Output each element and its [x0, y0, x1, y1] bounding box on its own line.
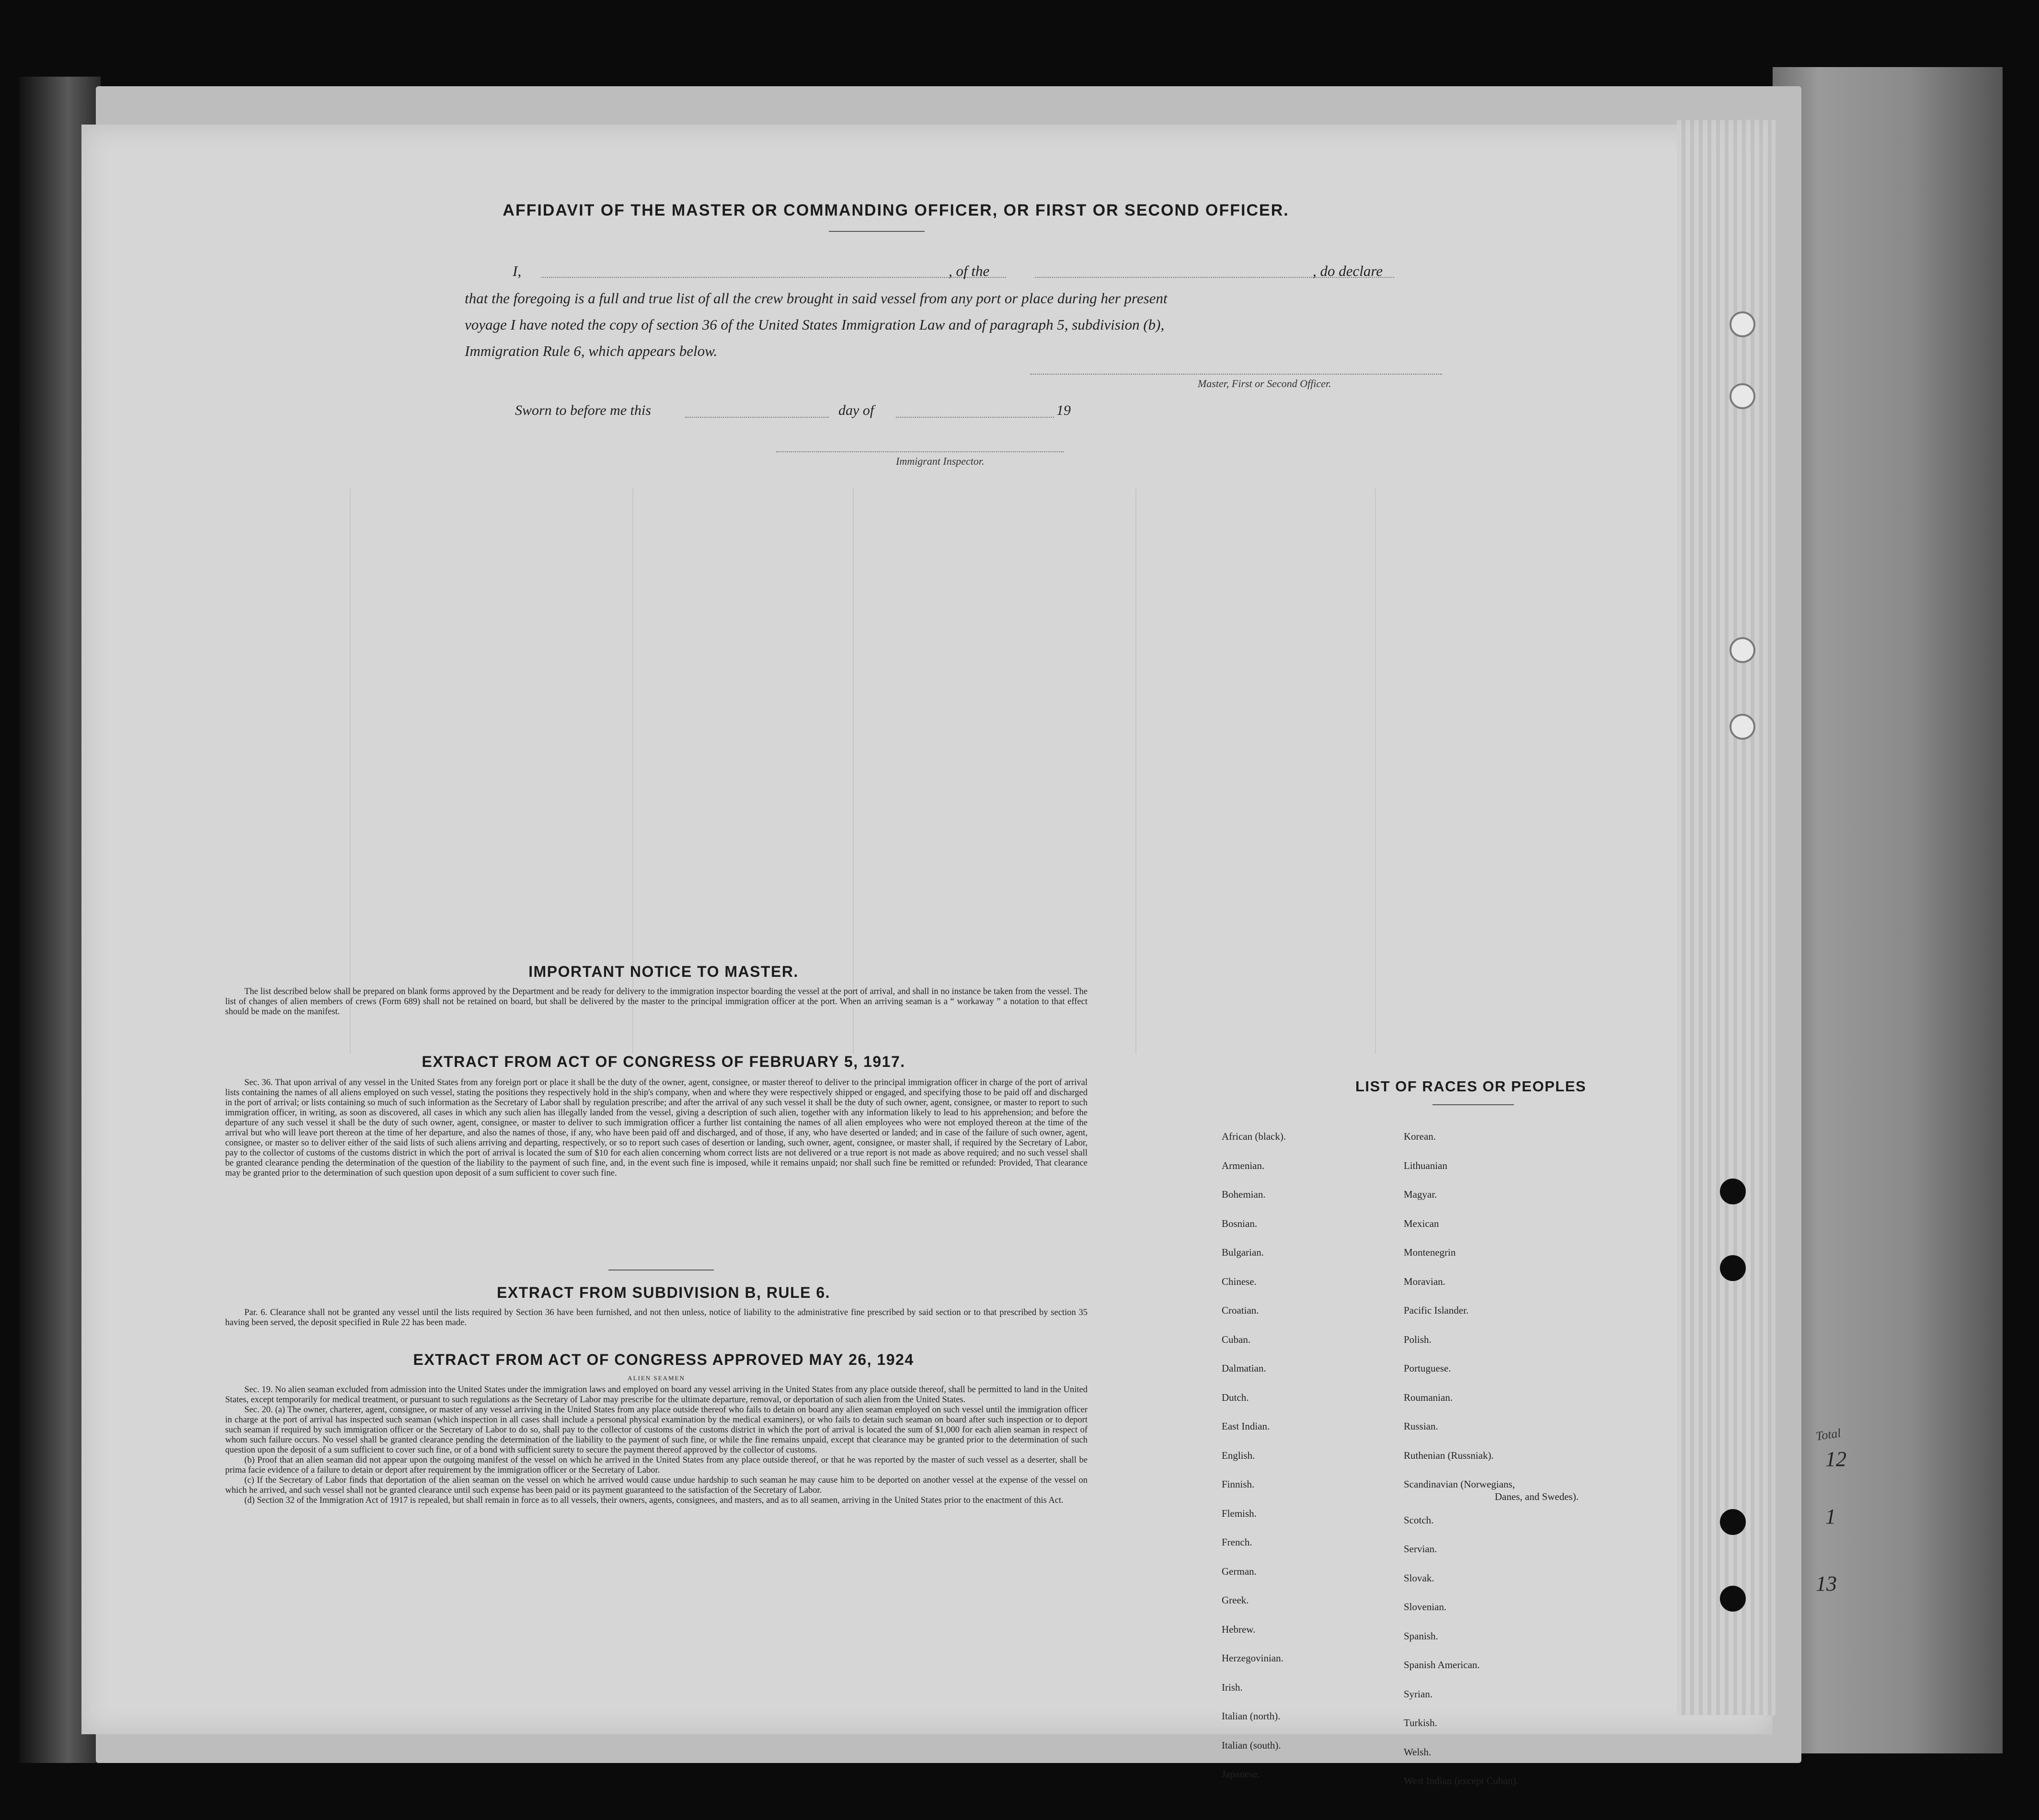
race-item: Finnish.	[1222, 1478, 1255, 1490]
race-item: Bulgarian.	[1222, 1247, 1264, 1258]
inspector-blank-line	[776, 451, 1064, 452]
day-of-text: day of	[838, 402, 874, 418]
race-item: Moravian.	[1404, 1275, 1445, 1287]
extract-1917-title: EXTRACT FROM ACT OF CONGRESS OF FEBRUARY 5, 1917.	[422, 1053, 905, 1070]
extract-1917-text	[225, 1078, 1088, 1179]
month-blank-line	[896, 417, 1054, 418]
sec20c-paragraph: (c) If the Secretary of Labor finds that deportation of the alien seaman on the vessel on which he arrived would cause undue hardship to such seaman he may cause him to be deported on another vessel at the expense of the vessel on which he arrived, and such vessel shall not be granted clearance until such expense has been paid or its payment guaranteed to the satisfaction of the Secretary of Labor.	[225, 1476, 1088, 1495]
extract-rule6-title: EXTRACT FROM SUBDIVISION B, RULE 6.	[496, 1284, 831, 1301]
title-rule	[829, 231, 925, 232]
margin-note-1: 1	[1825, 1505, 1836, 1528]
sec19-paragraph: Sec. 19. No alien seaman excluded from admission into the United States under the immigration laws and employed on board any vessel arriving in the United States from any place outside thereof, shall be permitted to land in the United States, except temporarily for medical treatment, or pursuant to such regulations as the Secretary of Labor may prescribe for the ultimate departure, removal, or deportation of such alien from the United States.	[225, 1385, 1088, 1405]
binder-hole-punched	[1720, 1586, 1746, 1612]
par6-paragraph: Par. 6. Clearance shall not be granted any vessel until the lists required by Section 36 have been furnished, and not then unless, notice of liability to the administrative fine prescribed by said section or to that prescribed by section 35 having been served, the deposit specified in Rule 22 has been made.	[225, 1308, 1088, 1328]
races-title: LIST OF RACES OR PEOPLES	[1355, 1078, 1587, 1095]
sec20d-paragraph: (d) Section 32 of the Immigration Act of 1917 is repealed, but shall remain in force as to all vessels, their owners, agents, consignees, and masters, and as to all seamen, arriving in the United States prior to the enactment of this Act.	[244, 1496, 1064, 1505]
race-item: Armenian.	[1222, 1159, 1265, 1171]
race-item: Chinese.	[1222, 1275, 1257, 1287]
affidavit-line1-of: , of the	[949, 263, 990, 279]
name-blank-line	[541, 277, 1006, 278]
race-item: Servian.	[1404, 1543, 1437, 1555]
race-item: Italian (south).	[1222, 1739, 1281, 1751]
race-item: Bosnian.	[1222, 1217, 1258, 1229]
affidavit-line4: Immigration Rule 6, which appears below.	[465, 343, 718, 359]
race-item: Magyar.	[1404, 1189, 1437, 1200]
binder-hole	[1730, 637, 1755, 663]
year-text: 19	[1056, 402, 1071, 418]
inspector-label: Immigrant Inspector.	[896, 455, 985, 467]
page-edges	[1677, 120, 1776, 1715]
race-item: Danes, and Swedes).	[1495, 1491, 1579, 1502]
race-item: Polish.	[1404, 1333, 1432, 1345]
affidavit-line2: that the foregoing is a full and true list of all the crew brought in said vessel from any port or place during her present	[465, 290, 1168, 307]
binder-hole-punched	[1720, 1179, 1746, 1204]
race-item: Bohemian.	[1222, 1189, 1266, 1200]
race-item: Pacific Islander.	[1404, 1305, 1469, 1316]
notice-title: IMPORTANT NOTICE TO MASTER.	[528, 963, 799, 980]
sec20a-paragraph: Sec. 20. (a) The owner, charterer, agent, consignee, or master of any vessel arriving in the United States from any place outside thereof who fails to detain on board any alien seaman employed on such vessel until the immigration officer in charge at the port of arrival has inspected such seaman (which inspection in all cases shall include a personal physical examination by the medical examiners), or who fails to detain such seaman on board after such inspection or to deport such seaman if required by such immigration officer or the Secretary of Labor to do so, shall pay to the collector of customs of the customs district in which the port of arrival is located the sum of $1,000 for each alien seaman in respect of whom such failure occurs. No vessel shall be granted clearance pending the determination of the liability to the payment of such fine, or while the fine remains unpaid, except that clearance may be granted prior to the determination of such question upon the deposit of a sum sufficient to cover such fine, or of a bond with sufficient surety to secure the payment thereof approved by the collector of customs.	[225, 1405, 1088, 1455]
race-item: Welsh.	[1404, 1746, 1432, 1758]
race-item: Greek.	[1222, 1594, 1249, 1606]
race-item: Italian (north).	[1222, 1710, 1281, 1722]
race-item: Roumanian.	[1404, 1391, 1453, 1403]
day-blank-line	[685, 417, 829, 418]
notice-paragraph: The list described below shall be prepared on blank forms approved by the Department and be ready for delivery to the immigration inspector boarding the vessel at the port of arrival, and shall in no instance be taken from the vessel. The list of changes of alien members of crews (Form 689) shall not be retained on board, but shall be delivered by the master to the principal immigration officer at the port. When an arriving seaman is a “ workaway ” a notation to that effect should be made on the manifest.	[225, 987, 1088, 1017]
race-item: Cuban.	[1222, 1333, 1251, 1345]
race-item: Dutch.	[1222, 1391, 1249, 1403]
extract-rule6-text	[225, 1308, 1088, 1328]
document-page	[81, 125, 1846, 1786]
race-item: German.	[1222, 1565, 1257, 1577]
master-label: Master, First or Second Officer.	[1198, 378, 1331, 389]
extract-1924-title: EXTRACT FROM ACT OF CONGRESS APPROVED MAY 26, 1924	[413, 1351, 914, 1368]
race-item: Herzegovinian.	[1222, 1652, 1283, 1664]
race-item: Turkish.	[1404, 1717, 1437, 1728]
section-rule	[608, 1270, 714, 1271]
race-item: Hebrew.	[1222, 1623, 1256, 1635]
binder-hole-punched	[1720, 1509, 1746, 1535]
race-item: Lithuanian	[1404, 1159, 1447, 1171]
races-title-rule	[1432, 1104, 1514, 1105]
race-item: Spanish American.	[1404, 1659, 1480, 1671]
race-item: Dalmatian.	[1222, 1362, 1266, 1374]
affidavit-line3: voyage I have noted the copy of section 36 of the United States Immigration Law and of paragraph 5, subdivision (b),	[465, 316, 1165, 333]
race-item: Syrian.	[1404, 1688, 1433, 1700]
race-item: Japanese.	[1222, 1768, 1260, 1780]
binder-hole	[1730, 383, 1755, 409]
binder-cover-edge	[1773, 67, 2003, 1753]
alien-seamen-subtitle: ALIEN SEAMEN	[628, 1374, 685, 1382]
margin-note-total: Total	[1815, 1426, 1842, 1443]
race-item: French.	[1222, 1536, 1252, 1548]
race-item: Mexican	[1404, 1217, 1439, 1229]
affidavit-line1-declare: , do declare	[1313, 263, 1383, 279]
binder-hole	[1730, 714, 1755, 740]
race-item: African (black).	[1222, 1131, 1286, 1142]
race-item: Slovenian.	[1404, 1601, 1447, 1613]
race-item: Korean.	[1404, 1131, 1436, 1142]
race-item: Russian.	[1404, 1420, 1438, 1432]
race-item: West Indian (except Cuban).	[1404, 1775, 1519, 1786]
show-through-line	[1135, 489, 1136, 1054]
affidavit-line1-i: I,	[513, 263, 522, 279]
sworn-text: Sworn to before me this	[515, 402, 651, 418]
race-item: English.	[1222, 1449, 1255, 1461]
race-item: Scandinavian (Norwegians,	[1404, 1478, 1515, 1490]
race-item: Ruthenian (Russniak).	[1404, 1449, 1494, 1461]
margin-note-13: 13	[1816, 1572, 1837, 1595]
race-item: Portuguese.	[1404, 1362, 1451, 1374]
sec20b-paragraph: (b) Proof that an alien seaman did not appear upon the outgoing manifest of the vessel on which he arrived in the United States from any place outside thereof, or that he was reported by the master of such vessel as a deserter, shall be prima facie evidence of a failure to detain or deport after requirement by the immigration officer or the Secretary of Labor.	[225, 1455, 1088, 1475]
race-item: Spanish.	[1404, 1630, 1438, 1642]
affidavit-title: AFFIDAVIT OF THE MASTER OR COMMANDING OFFICER, OR FIRST OR SECOND OFFICER.	[503, 201, 1289, 219]
extract-1924-text	[225, 1372, 1088, 1506]
race-item: East Indian.	[1222, 1420, 1270, 1432]
race-item: Croatian.	[1222, 1305, 1259, 1316]
race-item: Flemish.	[1222, 1507, 1257, 1519]
binder-hole-punched	[1720, 1255, 1746, 1281]
notice-text	[225, 987, 1088, 1017]
sec36-paragraph: Sec. 36. That upon arrival of any vessel in the United States from any foreign port or place it shall be the duty of the owner, agent, consignee, or master thereof to deliver to the principal immigration officer in charge of the port of arrival lists containing the names of all aliens employed on such vessel, stating the positions they respectively hold in the ship's company, when and where they were respectively shipped or engaged, and specifying those to be paid off and discharged in the port of arrival; or lists containing so much of such information as the Secretary of Labor shall by regulation prescribe; and after the arrival of any such vessel it shall be the duty of such owner, agent, consignee, or master to report to such immigration officer, in writing, as soon as discovered, all cases in which any such alien has illegally landed from the vessel, giving a description of such alien, together with any information likely to lead to his apprehension; and before the departure of any such vessel it shall be the duty of such owner, agent, consignee, or master to deliver to such immigration officer a further list containing the names of all alien employees who were not employed thereon at the time of the arrival but who will leave port thereon at the time of her departure, and also the names of those, if any, who have been paid off and discharged, and of those, if any, who have deserted or landed; and in case of the failure of such owner, agent, consignee, or master so to deliver either of the said lists of such aliens arriving and departing, respectively, or so to report such cases of desertion or landing, such owner, agent, consignee, or master shall, if required by the Secretary of Labor, pay to the collector of customs of the customs district in which the port of arrival is located the sum of $10 for each alien concerning whom correct lists are not delivered or a true report is not made as above required; and no such vessel shall be granted clearance pending the determination of the question of the liability to the payment of such fine, and, in the event such fine is imposed, while it remains unpaid; nor shall such fine be remitted or refunded: Provided, That clearance may be granted prior to the determination of such question upon deposit of a sum sufficient to cover such fine.	[225, 1078, 1088, 1178]
binder-hole	[1730, 311, 1755, 337]
race-item: Montenegrin	[1404, 1247, 1456, 1258]
margin-note-12: 12	[1825, 1447, 1846, 1471]
signature-blank-line	[1030, 374, 1442, 375]
race-item: Scotch.	[1404, 1514, 1434, 1526]
show-through-line	[1375, 489, 1376, 1054]
race-item: Irish.	[1222, 1681, 1243, 1693]
race-item: Slovak.	[1404, 1572, 1434, 1584]
